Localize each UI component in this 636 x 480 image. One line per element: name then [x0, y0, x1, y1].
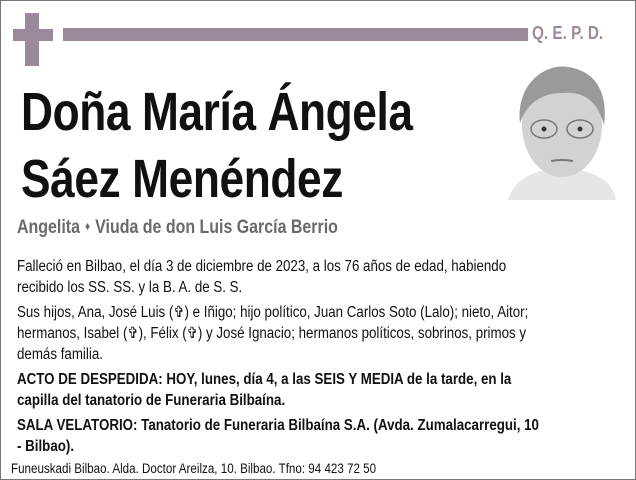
text-line: Sus hijos, Ana, José Luis (✞) e Iñigo; hijo político, Juan Carlos Soto (Lalo); nieto, Aitor;: [17, 304, 529, 321]
deceased-name-line1: Doña María Ángela: [21, 82, 413, 142]
text-line: ACTO DE DESPEDIDA: HOY, lunes, día 4, a las SEIS Y MEDIA de la tarde, en la: [17, 371, 512, 388]
text-line: capilla del tanatorio de Funeraria Bilbaína.: [17, 392, 286, 409]
nickname: Angelita: [17, 217, 80, 238]
text-line: Falleció en Bilbao, el día 3 de diciembre de 2023, a los 76 años de edad, habiendo: [17, 258, 507, 275]
family-paragraph: [17, 302, 636, 365]
text-line: recibido los SS. SS. y la B. A. de S. S.: [17, 279, 243, 296]
farewell-paragraph: [17, 369, 636, 411]
death-paragraph: [17, 256, 636, 298]
text-line: demás familia.: [17, 346, 103, 363]
text-line: - Bilbao).: [17, 438, 75, 455]
wake-room-paragraph: [17, 415, 636, 457]
diamond-separator-icon: ♦: [85, 219, 91, 233]
qepd-label: Q. E. P. D.: [532, 23, 604, 43]
text-line: SALA VELATORIO: Tanatorio de Funeraria Bilbaína S.A. (Avda. Zumalacarregui, 10: [17, 417, 539, 434]
deceased-name-line2: Sáez Menéndez: [21, 149, 343, 209]
widow-of: Viuda de don Luis García Berrio: [95, 217, 338, 238]
text-line: hermanos, Isabel (✞), Félix (✞) y José Ignacio; hermanos políticos, sobrinos, primos y: [17, 325, 527, 342]
subtitle: [17, 217, 338, 239]
header-rule: [63, 28, 528, 41]
portrait-photo: [506, 63, 618, 200]
funeral-home-footer: Funeuskadi Bilbao. Alda. Doctor Areilza, 10. Bilbao. Tfno: 94 423 72 50: [11, 461, 377, 476]
obituary-body: [17, 256, 636, 461]
